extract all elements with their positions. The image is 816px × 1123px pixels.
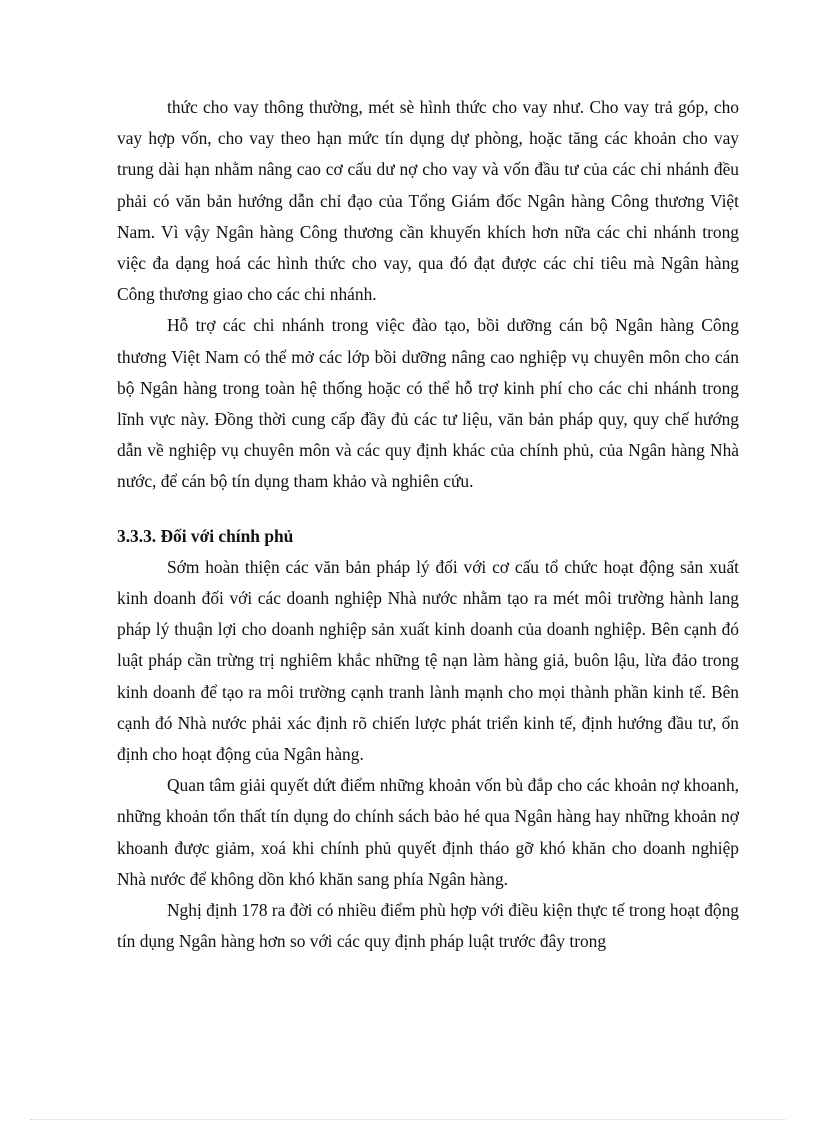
page-bottom-divider <box>30 1119 786 1120</box>
paragraph-legal-framework: Sớm hoàn thiện các văn bản pháp lý đối với cơ cấu tổ chức hoạt động sản xuất kinh doanh đối với các doanh nghiệp Nhà nước nhằm tạo ra mét môi trường hành lang pháp lý thuận lợi cho doanh nghiệp sản xuất kinh doanh của doanh nghiệp. Bên cạnh đó luật pháp cần trừng trị nghiêm khắc những tệ nạn làm hàng giả, buôn lậu, lừa đảo trong kinh doanh để tạo ra môi trường cạnh tranh lành mạnh cho mọi thành phần kinh tế. Bên cạnh đó Nhà nước phải xác định rõ chiến lược phát triển kinh tế, định hướng đầu tư, ổn định cho hoạt động của Ngân hàng. <box>117 556 739 765</box>
paragraph-debt-resolution: Quan tâm giải quyết dứt điểm những khoản vốn bù đắp cho các khoản nợ khoanh, những khoản tổn thất tín dụng do chính sách bảo hé qua Ngân hàng hay những khoản nợ khoanh được giảm, xoá khi chính phủ quyết định tháo gỡ khó khăn cho doanh nghiệp Nhà nước để không dồn khó khăn sang phía Ngân hàng. <box>117 775 739 889</box>
paragraph-staff-training: Hỗ trợ các chi nhánh trong việc đào tạo, bồi dưỡng cán bộ Ngân hàng Công thương Việt Nam có thể mở các lớp bồi dưỡng nâng cao nghiệp vụ chuyên môn cho cán bộ Ngân hàng trong toàn hệ thống hoặc có thể hỗ trợ kinh phí cho các chi nhánh trong lĩnh vực này. Đồng thời cung cấp đầy đủ các tư liệu, văn bản pháp quy, quy chế hướng dẫn về nghiệp vụ chuyên môn và các quy định khác của chính phủ, của Ngân hàng Nhà nước, để cán bộ tín dụng tham khảo và nghiên cứu. <box>117 315 739 492</box>
spacer <box>117 498 739 521</box>
paragraph-decree-178: Nghị định 178 ra đời có nhiều điểm phù hợp với điều kiện thực tế trong hoạt động tín dụng Ngân hàng hơn so với các quy định pháp luật trước đây trong <box>117 900 739 952</box>
paragraph-lending-forms: thức cho vay thông thường, mét sè hình thức cho vay như. Cho vay trả góp, cho vay hợp vốn, cho vay theo hạn mức tín dụng dự phòng, hoặc tăng các khoản cho vay trung dài hạn nhằm nâng cao cơ cấu dư nợ cho vay và vốn đầu tư của các chi nhánh đều phải có văn bản hướng dẫn chỉ đạo của Tổng Giám đốc Ngân hàng Công thương Việt Nam. Vì vậy Ngân hàng Công thương cần khuyến khích hơn nữa các chi nhánh trong việc đa dạng hoá các hình thức cho vay, qua đó đạt được các chỉ tiêu mà Ngân hàng Công thương giao cho các chi nhánh. <box>117 97 739 305</box>
section-heading: 3.3.3. Đối với chính phủ <box>117 525 294 546</box>
document-body <box>117 92 739 957</box>
